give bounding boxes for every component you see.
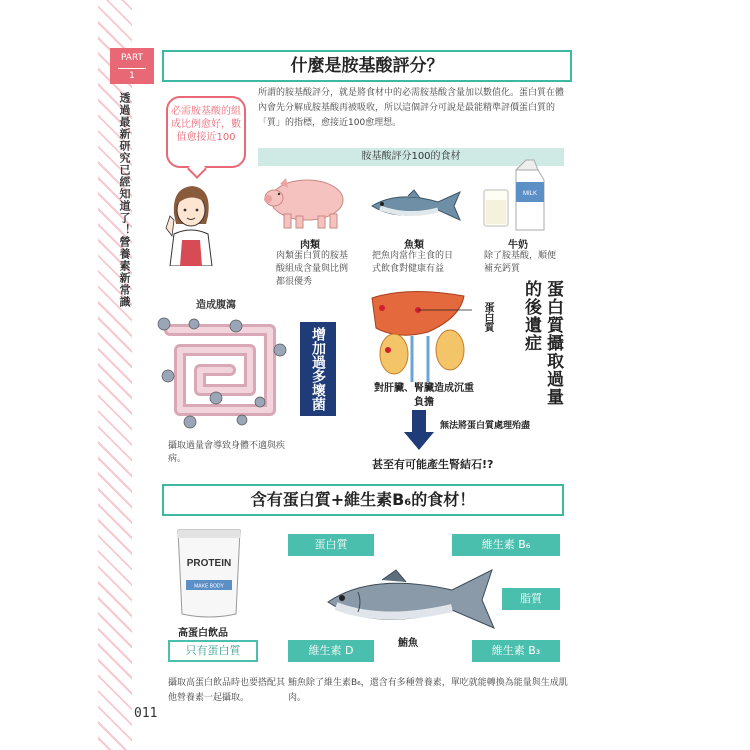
diarrhea-label: 造成腹瀉 [196, 300, 236, 311]
part-label: PART [120, 53, 144, 63]
down-arrow-icon [404, 410, 434, 450]
part-number: 1 [118, 68, 146, 83]
food-desc-milk: 除了胺基酸，順便補充鈣質 [484, 251, 557, 274]
liver-caption: 對肝臟、腎臟造成沉重負擔 [374, 383, 474, 408]
liver-kidney-illustration [368, 288, 472, 382]
tuna-note: 鮪魚除了維生素B₆，還含有多種營養素，單吃就能轉換為能量與生成肌肉。 [288, 678, 568, 703]
pouch-title: PROTEIN [186, 558, 232, 569]
only-protein-tag: 只有蛋白質 [168, 640, 258, 662]
part-badge [110, 48, 154, 84]
food-band-header: 胺基酸評分100的食材 [258, 148, 564, 166]
left-margin [0, 0, 98, 750]
side-title: 透過最新研究已經知道了！ [118, 92, 131, 236]
tuna-label: 鮪魚 [398, 638, 418, 649]
fish-illustration [368, 186, 466, 226]
milk-illustration [478, 156, 554, 232]
pig-illustration [262, 170, 352, 230]
tuna-illustration [322, 566, 502, 634]
section-heading-protein-b6: 含有蛋白質+維生素B₆的食材！ [162, 484, 564, 516]
kidney-stone-warning: 甚至有可能產生腎結石!? [372, 458, 494, 471]
protein-drink-note: 攝取高蛋白飲品時也要搭配其他營養素一起攝取。 [168, 678, 286, 703]
tag-vitamin-d: 維生素 D [288, 640, 374, 662]
food-label-meat: 肉類 [300, 240, 320, 251]
food-label-milk: 牛奶 [508, 240, 528, 251]
intro-paragraph: 所謂的胺基酸評分，就是將食材中的必需胺基酸含量加以數值化。蛋白質在體內會先分解成胺基酸再被吸收，所以這個評分可說是最能精準評價蛋白質的「質」的指標，愈接近100愈理想。 [258, 88, 565, 128]
page-number: 011 [134, 706, 158, 721]
food-desc-meat: 肉類蛋白質的胺基酸組成含量與比例都很優秀 [276, 251, 349, 287]
cannot-process-label: 無法將蛋白質處理殆盡 [440, 421, 531, 431]
tag-vitamin-b6: 維生素 B₆ [452, 534, 560, 556]
protein-drink-label: 高蛋白飲品 [178, 628, 228, 639]
food-label-fish: 魚類 [404, 240, 424, 251]
milk-carton-text: MILK [522, 191, 538, 197]
woman-illustration [160, 180, 220, 266]
protein-vertical-label: 蛋白質 [482, 302, 493, 332]
bacteria-increase-box: 增加過多壞菌 [300, 322, 336, 416]
protein-pouch-illustration [174, 526, 244, 620]
food-desc-fish: 把魚肉當作主食的日式飲食對健康有益 [372, 251, 454, 274]
gut-caption: 攝取過量會導致身體不適與疾病。 [168, 441, 286, 464]
tag-protein: 蛋白質 [288, 534, 374, 556]
speech-bubble: 必需胺基酸的組成比例愈好，數值愈接近100 [166, 96, 246, 168]
pouch-subtitle: MAKE BODY [194, 583, 224, 590]
side-subtitle: 營養素新常識 [118, 236, 131, 308]
intestine-illustration [150, 310, 300, 434]
tag-vitamin-b3: 維生素 B₃ [472, 640, 560, 662]
tag-lipid: 脂質 [502, 588, 560, 610]
risk-vertical-title: 蛋白質攝取過量的後遺症 [521, 280, 563, 406]
section-heading-amino-score: 什麼是胺基酸評分？ [162, 50, 572, 82]
